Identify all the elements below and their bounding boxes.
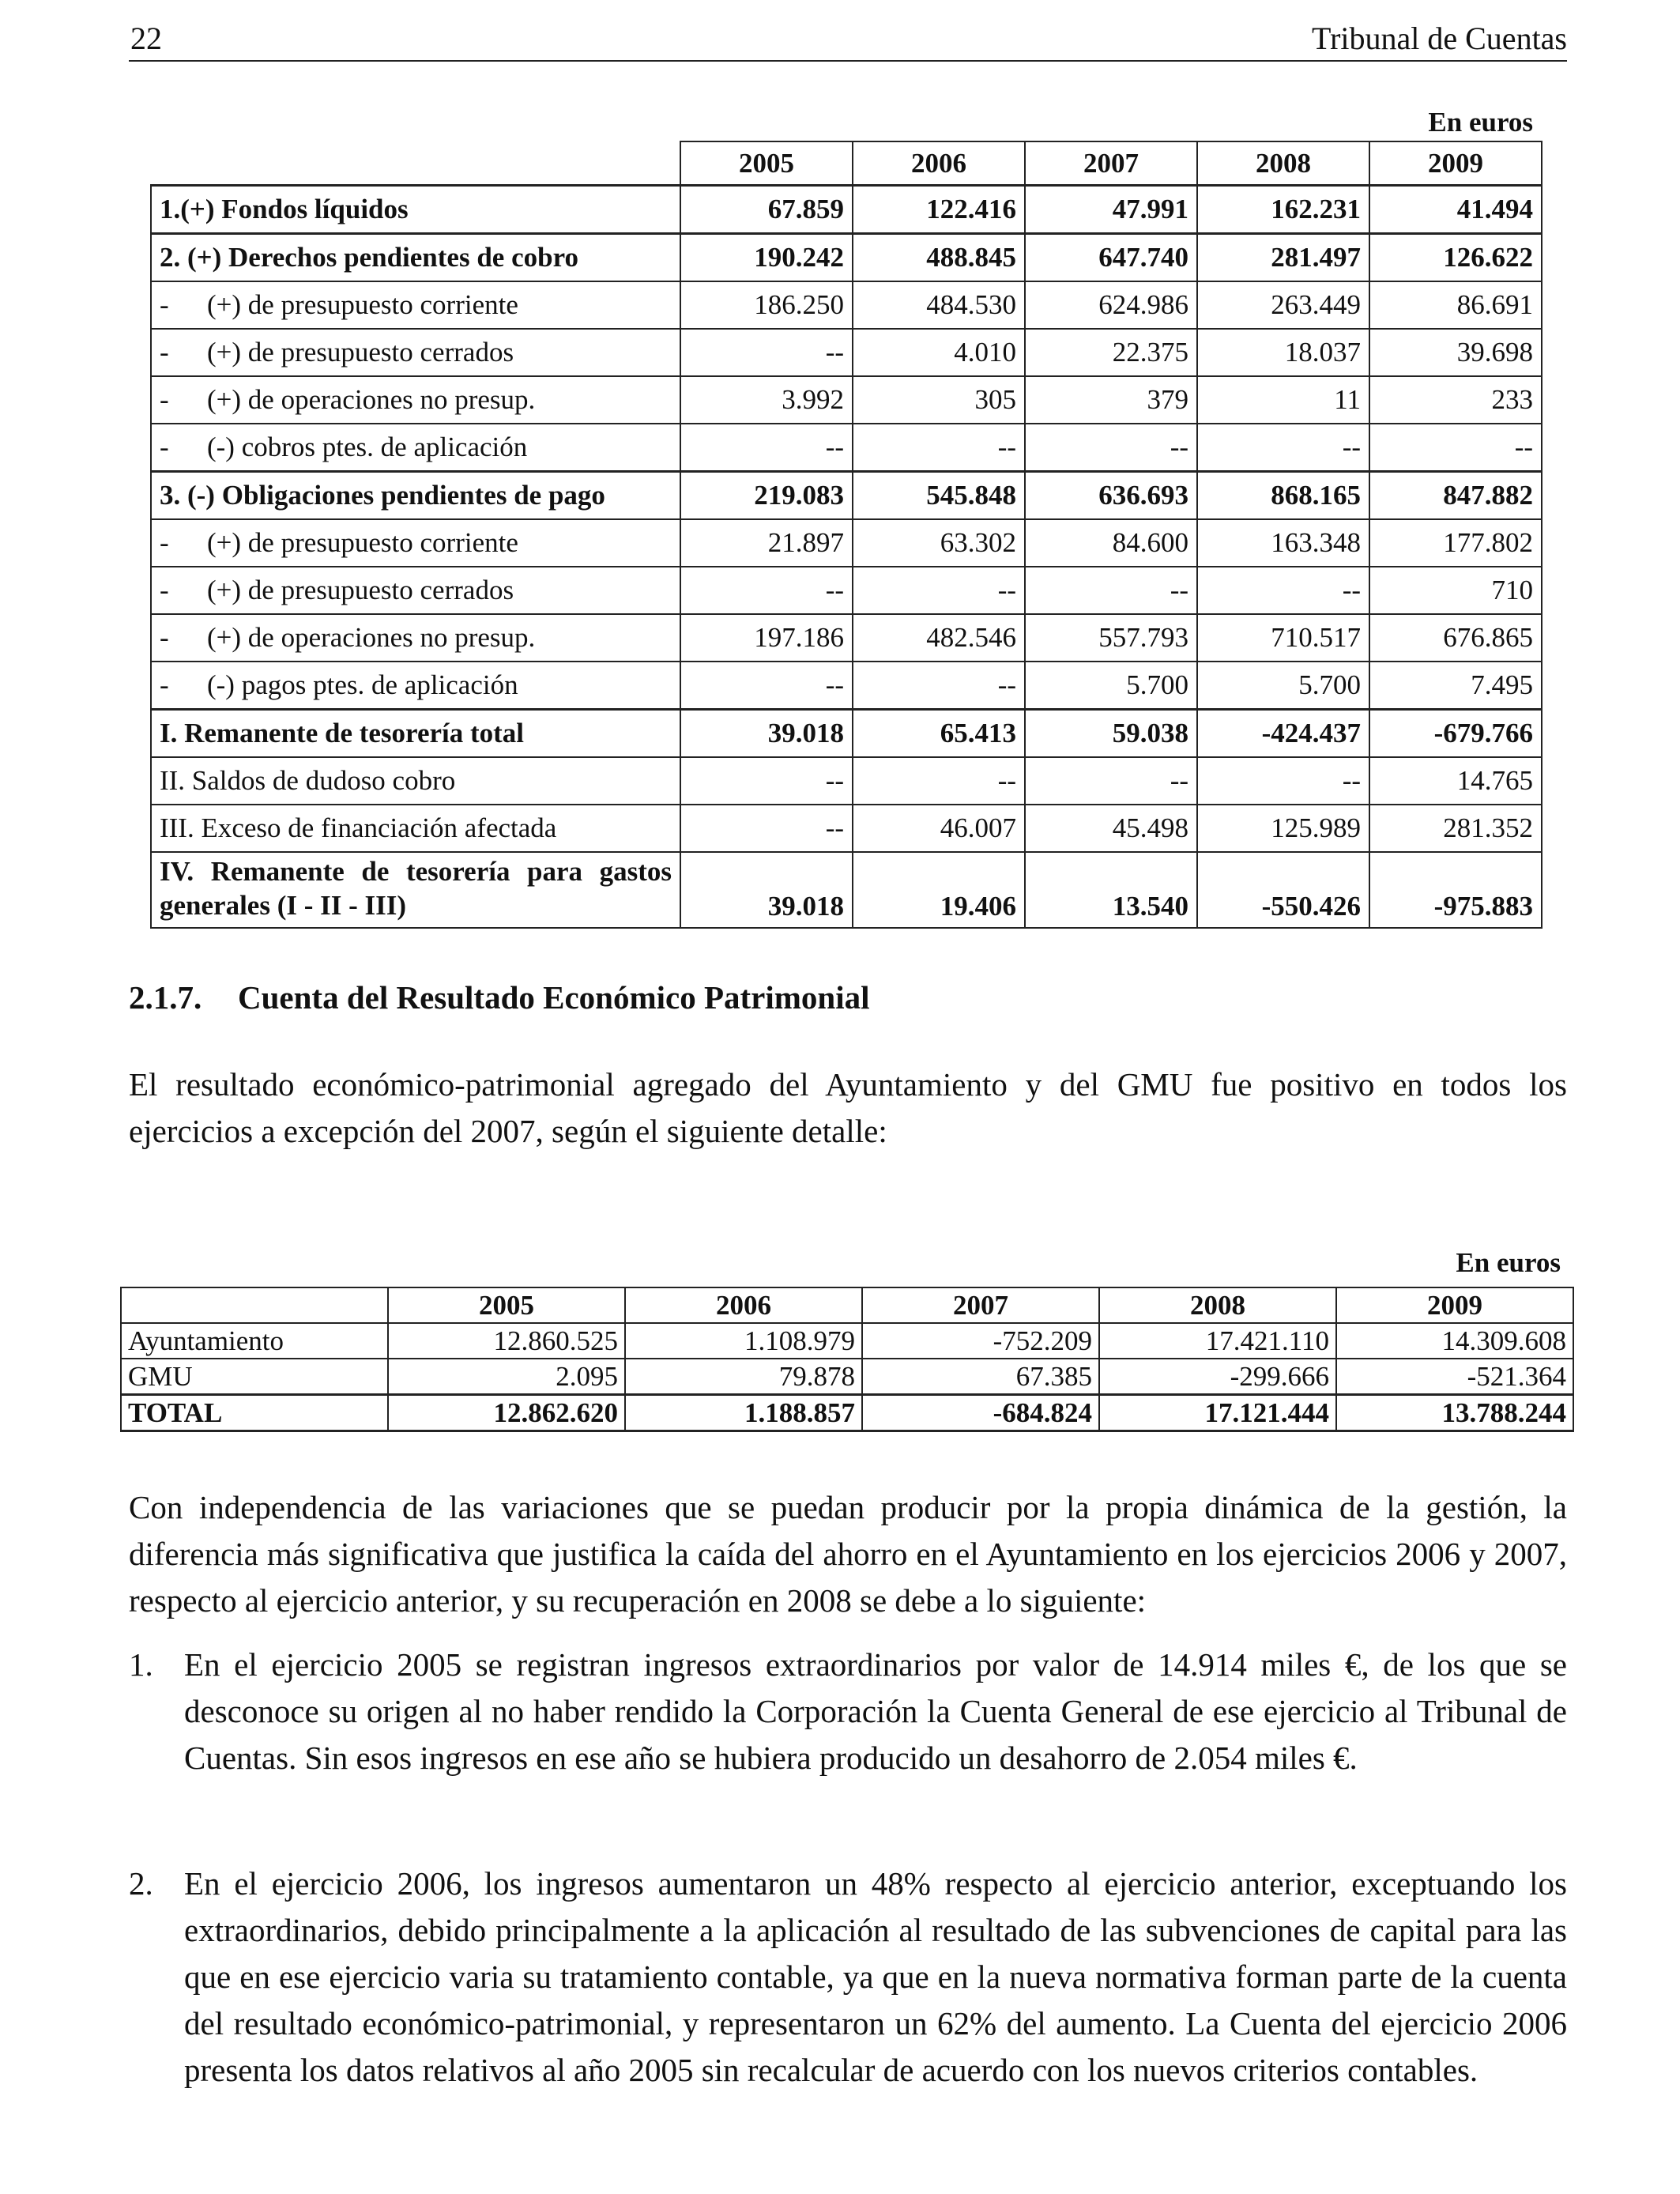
table2-cell: 1.108.979 [625, 1323, 862, 1359]
table1-row-label [151, 281, 680, 329]
list-item-number: 1. [129, 1646, 153, 1683]
table1-cell: 13.540 [1025, 852, 1197, 928]
table1-corner-cell [151, 141, 680, 186]
table1-row [151, 424, 1542, 472]
table2-header-row [121, 1287, 1573, 1323]
table1-row-label: IV. Remanente de tesorería para gastos generales (I - II - III) [151, 852, 680, 928]
table2-cell: -299.666 [1099, 1359, 1336, 1395]
table1-cell: 19.406 [853, 852, 1025, 928]
table1-row-label [151, 519, 680, 567]
table1-cell: 868.165 [1197, 472, 1369, 520]
table2-cell: 12.860.525 [388, 1323, 625, 1359]
table1-cell: -- [1197, 424, 1369, 472]
table1-cell: 39.698 [1369, 329, 1542, 376]
table1-unit-label: En euros [1428, 107, 1533, 138]
table2-cell: 13.788.244 [1336, 1395, 1573, 1431]
table2-cell: 12.862.620 [388, 1395, 625, 1431]
table1-cell: 4.010 [853, 329, 1025, 376]
table1-cell: 14.765 [1369, 757, 1542, 805]
table1-cell: 59.038 [1025, 710, 1197, 758]
table2-row [121, 1395, 1573, 1431]
row-bullet-dash: - [160, 337, 169, 368]
table1-cell: 624.986 [1025, 281, 1197, 329]
table1-row-label: III. Exceso de financiación afectada [151, 805, 680, 852]
table1-cell: 177.802 [1369, 519, 1542, 567]
table1-cell: 847.882 [1369, 472, 1542, 520]
table1-row-label [151, 662, 680, 710]
table1-row [151, 472, 1542, 520]
table1-cell: 126.622 [1369, 234, 1542, 282]
table1-cell: 84.600 [1025, 519, 1197, 567]
table2-year-header: 2006 [625, 1287, 862, 1323]
table2-cell: 67.385 [862, 1359, 1099, 1395]
table1-row [151, 329, 1542, 376]
table1-header-row [151, 141, 1542, 186]
table2-cell: 17.121.444 [1099, 1395, 1336, 1431]
table2-year-header: 2009 [1336, 1287, 1573, 1323]
table1-cell: 67.859 [680, 186, 853, 234]
table1-cell: 488.845 [853, 234, 1025, 282]
table1-cell: 281.352 [1369, 805, 1542, 852]
table1-cell: 39.018 [680, 852, 853, 928]
table1-cell: 41.494 [1369, 186, 1542, 234]
table2-cell: -521.364 [1336, 1359, 1573, 1395]
table2-cell: 14.309.608 [1336, 1323, 1573, 1359]
table1-year-header: 2008 [1197, 141, 1369, 186]
table1-cell: 65.413 [853, 710, 1025, 758]
row-bullet-dash: - [160, 384, 169, 415]
table1-cell: 557.793 [1025, 614, 1197, 662]
table1-row-label [151, 567, 680, 614]
table1-cell: -- [680, 805, 853, 852]
table2-year-header: 2005 [388, 1287, 625, 1323]
page-number: 22 [130, 21, 162, 56]
table1-cell: -- [853, 424, 1025, 472]
table1-row [151, 662, 1542, 710]
table1-row [151, 757, 1542, 805]
table1-row-label: I. Remanente de tesorería total [151, 710, 680, 758]
resultado-economico-table [120, 1287, 1574, 1432]
row-label-text: (+) de presupuesto cerrados [207, 337, 514, 368]
table1-cell: -- [1025, 424, 1197, 472]
row-bullet-dash: - [160, 575, 169, 605]
table1-cell: 190.242 [680, 234, 853, 282]
row-bullet-dash: - [160, 432, 169, 462]
section-heading [129, 978, 869, 1016]
table1-row [151, 234, 1542, 282]
table1-cell: 86.691 [1369, 281, 1542, 329]
row-bullet-dash: - [160, 289, 169, 320]
table1-row [151, 805, 1542, 852]
table1-cell: -- [853, 757, 1025, 805]
table1-cell: 710 [1369, 567, 1542, 614]
table1-cell: -- [1197, 567, 1369, 614]
table1-cell: -- [1197, 757, 1369, 805]
table1-cell: 305 [853, 376, 1025, 424]
table1-row-label: 2. (+) Derechos pendientes de cobro [151, 234, 680, 282]
row-label-text: (-) pagos ptes. de aplicación [207, 669, 518, 700]
table1-cell: -- [1025, 567, 1197, 614]
table1-row [151, 852, 1542, 928]
table1-cell: 125.989 [1197, 805, 1369, 852]
row-label-text: (+) de operaciones no presup. [207, 622, 536, 653]
table2-year-header: 2008 [1099, 1287, 1336, 1323]
table2-cell: -752.209 [862, 1323, 1099, 1359]
table1-row-label [151, 424, 680, 472]
row-bullet-dash: - [160, 527, 169, 558]
list-item-text: En el ejercicio 2006, los ingresos aumentaron un 48% respecto al ejercicio anterior, exceptuando los extraordinarios, debido principalmente a la aplicación al resultado de las subvenciones de capital para las que en ese ejercicio varia su tratamiento contable, ya que en la nueva normativa forman parte de la cuenta del resultado económico-patrimonial, y representaron un 62% del aumento. La Cuenta del ejercicio 2006 presenta los datos relativos al año 2005 sin recalcular de acuerdo con los nuevos criterios contables. [184, 1865, 1567, 2088]
table1-cell: -550.426 [1197, 852, 1369, 928]
table1-cell: 46.007 [853, 805, 1025, 852]
table1-row-label: II. Saldos de dudoso cobro [151, 757, 680, 805]
table1-cell: 545.848 [853, 472, 1025, 520]
row-label-text: (+) de operaciones no presup. [207, 384, 536, 415]
table1-cell: -679.766 [1369, 710, 1542, 758]
intro-paragraph: El resultado económico-patrimonial agregado del Ayuntamiento y del GMU fue positivo en todos los ejercicios a excepción del 2007, según el siguiente detalle: [129, 1066, 1567, 1149]
table2-cell: 79.878 [625, 1359, 862, 1395]
table1-cell: -424.437 [1197, 710, 1369, 758]
running-head: Tribunal de Cuentas [1312, 21, 1567, 56]
table1-cell: 39.018 [680, 710, 853, 758]
table1-cell: 281.497 [1197, 234, 1369, 282]
table1-cell: -- [680, 329, 853, 376]
section-title: Cuenta del Resultado Económico Patrimonial [238, 979, 870, 1016]
table1-row [151, 614, 1542, 662]
table1-cell: 22.375 [1025, 329, 1197, 376]
table1-cell: 379 [1025, 376, 1197, 424]
table1-year-header: 2005 [680, 141, 853, 186]
list-item-number: 2. [129, 1865, 153, 1902]
table1-cell: -- [853, 567, 1025, 614]
table1-cell: 5.700 [1197, 662, 1369, 710]
table1-cell: 163.348 [1197, 519, 1369, 567]
table1-row-label [151, 329, 680, 376]
row-label-text: (-) cobros ptes. de aplicación [207, 432, 528, 462]
table1-row-label: 1.(+) Fondos líquidos [151, 186, 680, 234]
table1-cell: -975.883 [1369, 852, 1542, 928]
table2-row-label: GMU [121, 1359, 388, 1395]
table1-cell: 3.992 [680, 376, 853, 424]
table2-row [121, 1323, 1573, 1359]
table1-cell: -- [680, 567, 853, 614]
table1-cell: 484.530 [853, 281, 1025, 329]
row-label-text: (+) de presupuesto corriente [207, 289, 518, 320]
table1-cell: -- [1025, 757, 1197, 805]
table2-corner-cell [121, 1287, 388, 1323]
table1-row-label [151, 376, 680, 424]
table1-cell: 7.495 [1369, 662, 1542, 710]
table2-unit-label: En euros [1456, 1247, 1561, 1278]
remanente-tesoreria-table [150, 141, 1543, 929]
table1-cell: 219.083 [680, 472, 853, 520]
table1-cell: 263.449 [1197, 281, 1369, 329]
row-bullet-dash: - [160, 622, 169, 653]
table1-cell: 636.693 [1025, 472, 1197, 520]
table1-cell: -- [680, 424, 853, 472]
table2-row [121, 1359, 1573, 1395]
table1-cell: 162.231 [1197, 186, 1369, 234]
table1-row [151, 710, 1542, 758]
page-header [129, 17, 1567, 62]
table1-cell: 186.250 [680, 281, 853, 329]
analysis-paragraph: Con independencia de las variaciones que se puedan producir por la propia dinámica de la gestión, la diferencia más significativa que justifica la caída del ahorro en el Ayuntamiento en los ejercicios 2006 y 2007, respecto al ejercicio anterior, y su recuperación en 2008 se debe a lo siguiente: [129, 1489, 1567, 1619]
table1-cell: 11 [1197, 376, 1369, 424]
table2-cell: 17.421.110 [1099, 1323, 1336, 1359]
table1-cell: 5.700 [1025, 662, 1197, 710]
table1-year-header: 2009 [1369, 141, 1542, 186]
table1-row [151, 376, 1542, 424]
table1-cell: 122.416 [853, 186, 1025, 234]
table2-cell: -684.824 [862, 1395, 1099, 1431]
list-item-text: En el ejercicio 2005 se registran ingresos extraordinarios por valor de 14.914 miles €, de los que se desconoce su origen al no haber rendido la Corporación la Cuenta General de ese ejercicio al Tribunal de Cuentas. Sin esos ingresos en ese año se hubiera producido un desahorro de 2.054 miles €. [184, 1646, 1567, 1776]
table1-row [151, 519, 1542, 567]
table1-row-label: 3. (-) Obligaciones pendientes de pago [151, 472, 680, 520]
table2-cell: 2.095 [388, 1359, 625, 1395]
row-bullet-dash: - [160, 669, 169, 700]
table1-row [151, 186, 1542, 234]
table1-row [151, 567, 1542, 614]
table2-row-label: TOTAL [121, 1395, 388, 1431]
table1-year-header: 2007 [1025, 141, 1197, 186]
table1-cell: 233 [1369, 376, 1542, 424]
table1-cell: 45.498 [1025, 805, 1197, 852]
table1-cell: 676.865 [1369, 614, 1542, 662]
table2-year-header: 2007 [862, 1287, 1099, 1323]
table1-cell: 63.302 [853, 519, 1025, 567]
table1-cell: 21.897 [680, 519, 853, 567]
table2-cell: 1.188.857 [625, 1395, 862, 1431]
row-label-text: (+) de presupuesto corriente [207, 527, 518, 558]
table1-cell: 647.740 [1025, 234, 1197, 282]
table1-cell: 197.186 [680, 614, 853, 662]
table1-cell: -- [680, 662, 853, 710]
table1-cell: 47.991 [1025, 186, 1197, 234]
table1-cell: -- [680, 757, 853, 805]
table1-row-label [151, 614, 680, 662]
table1-cell: -- [1369, 424, 1542, 472]
table2-row-label: Ayuntamiento [121, 1323, 388, 1359]
table1-cell: 18.037 [1197, 329, 1369, 376]
table1-year-header: 2006 [853, 141, 1025, 186]
table1-cell: -- [853, 662, 1025, 710]
row-label-text: (+) de presupuesto cerrados [207, 575, 514, 605]
table1-cell: 482.546 [853, 614, 1025, 662]
section-number: 2.1.7. [129, 979, 202, 1016]
table1-row [151, 281, 1542, 329]
table1-cell: 710.517 [1197, 614, 1369, 662]
